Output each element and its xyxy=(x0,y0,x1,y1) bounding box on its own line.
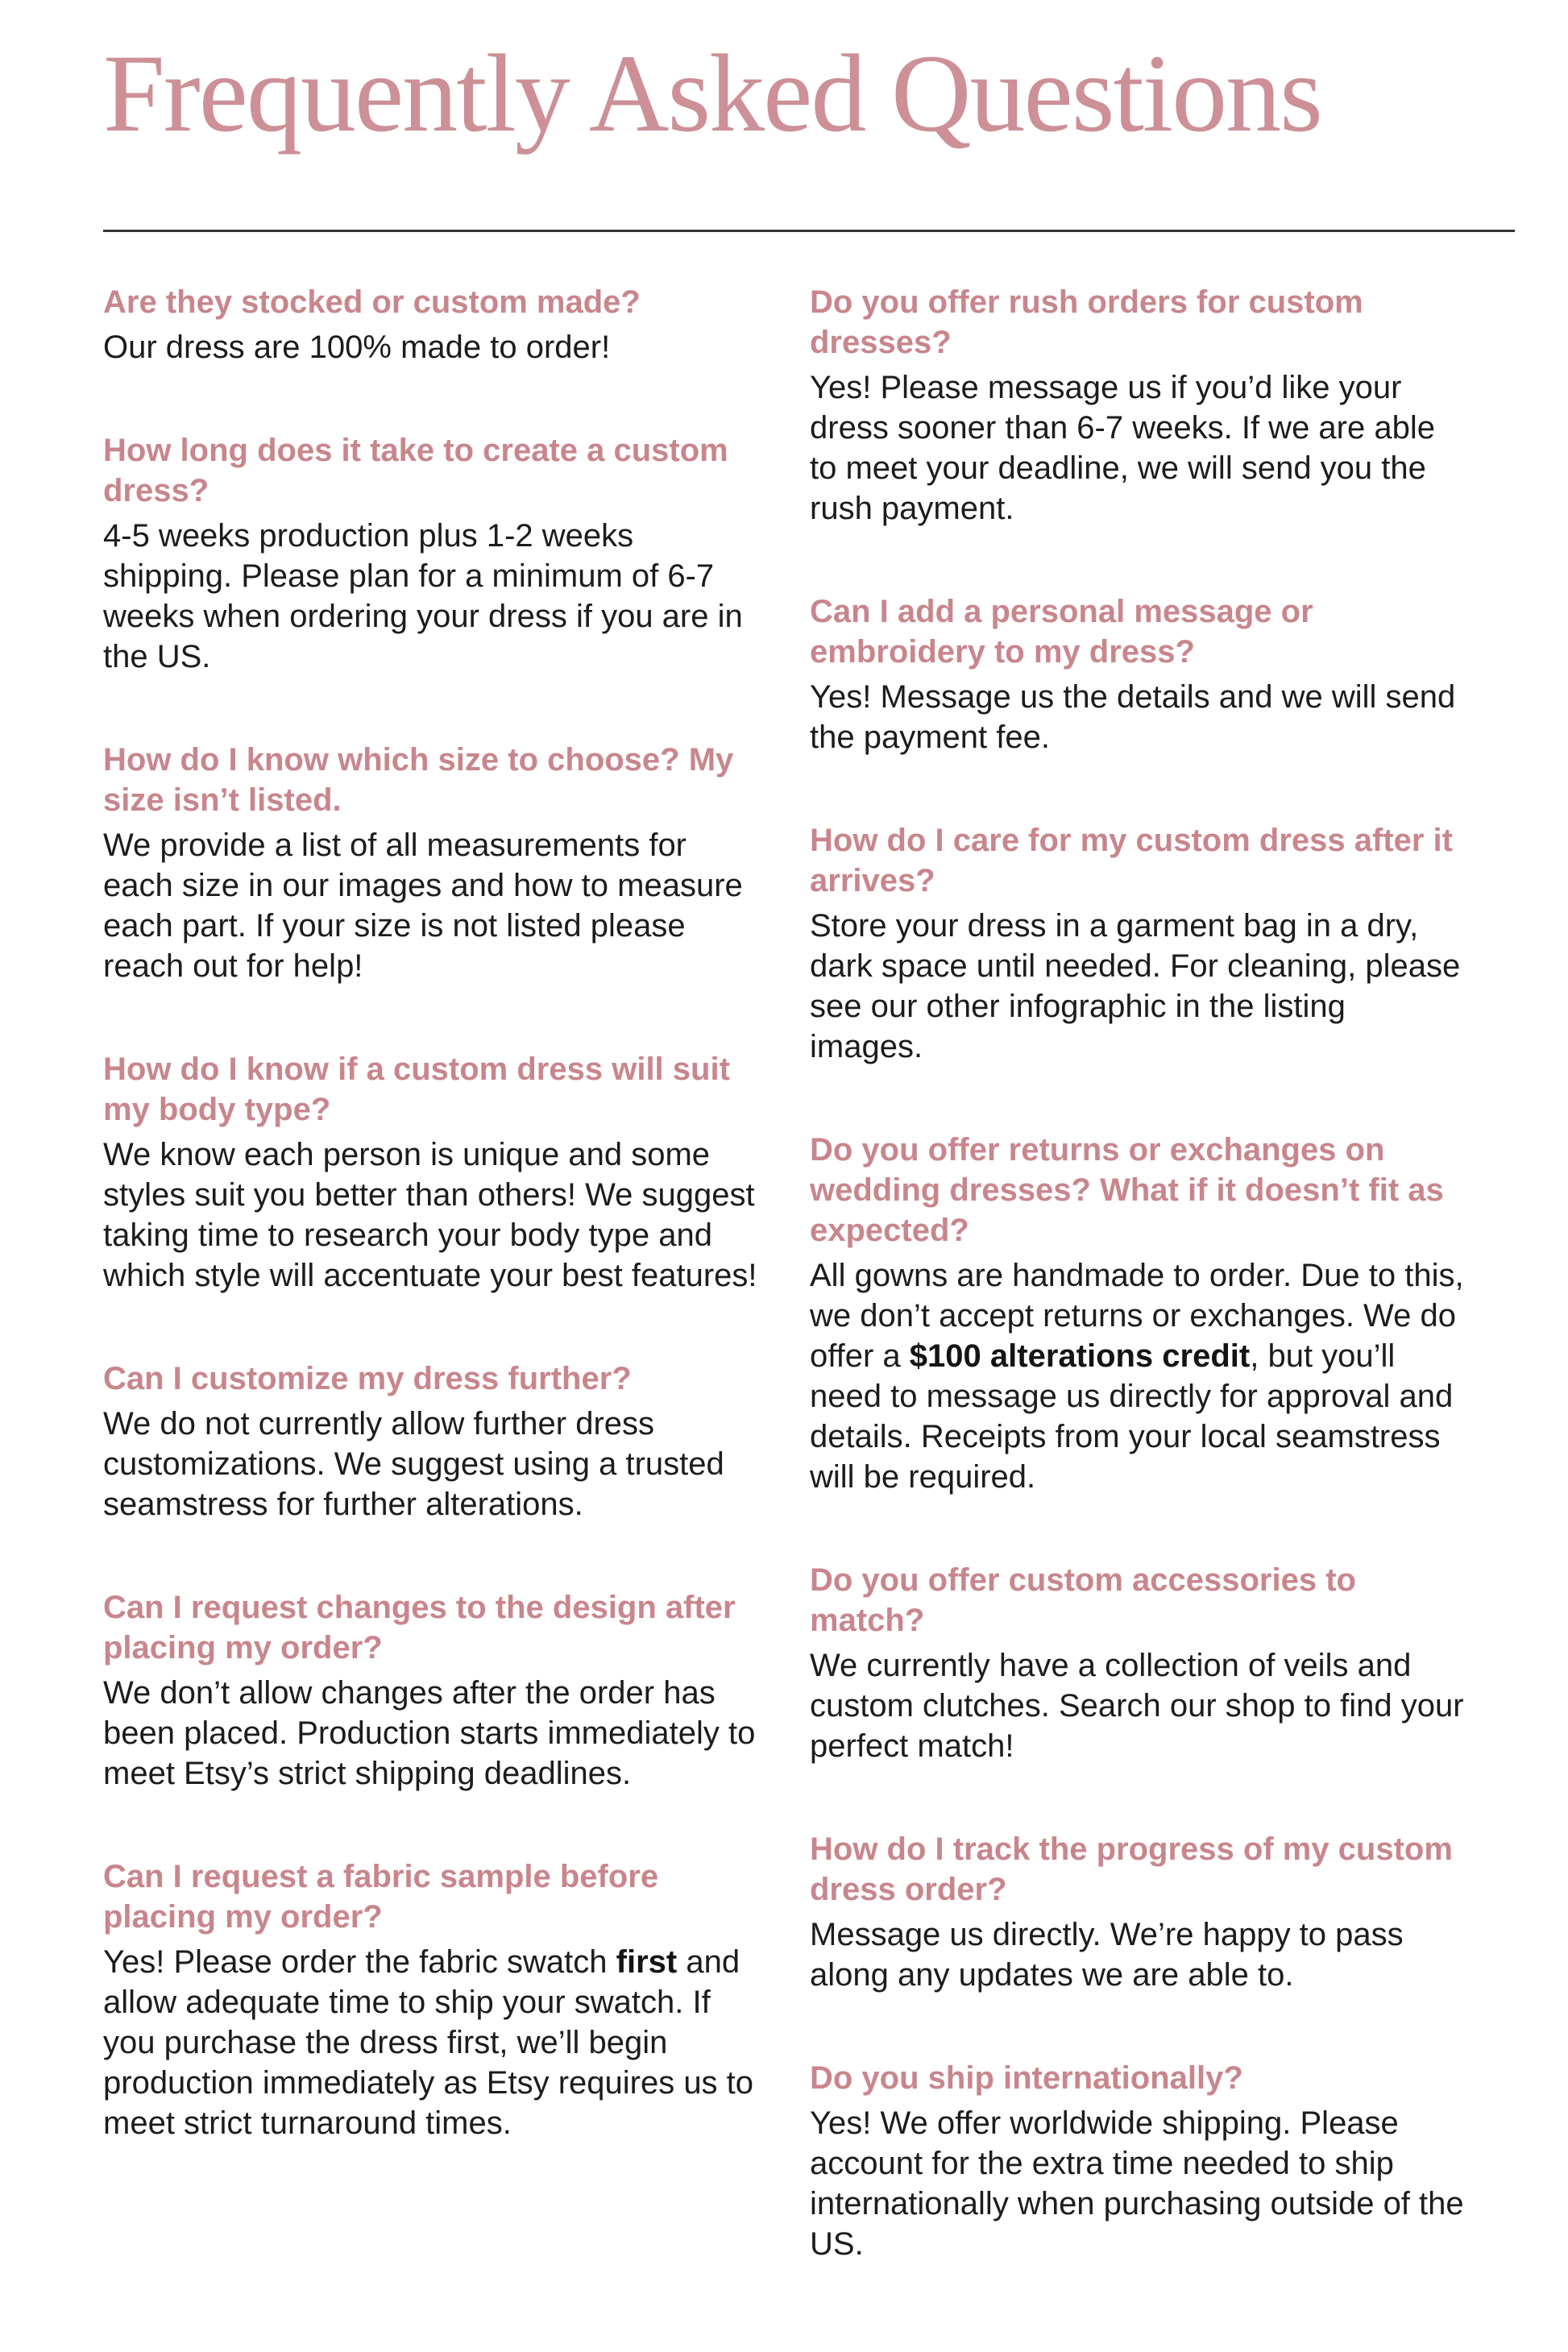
faq-item xyxy=(810,1130,1465,1497)
faq-item xyxy=(810,1829,1465,1995)
faq-answer: Yes! Message us the details and we will send the payment fee. xyxy=(810,678,1456,755)
faq-answer: Store your dress in a garment bag in a dry, dark space until needed. For cleaning, please see our other infographic in the listing images. xyxy=(810,907,1461,1064)
faq-item xyxy=(810,282,1465,529)
faq-question: Can I customize my dress further? xyxy=(103,1360,632,1396)
faq-item xyxy=(103,1856,758,2143)
faq-answer: 4-5 weeks production plus 1-2 weeks shipping. Please plan for a minimum of 6-7 weeks when ordering your dress if you are in the US. xyxy=(103,517,743,674)
faq-answer-bold-text: $100 alterations credit xyxy=(909,1338,1251,1374)
faq-answer-text: , but you’ll need to message us directly for approval and details. Receipts from your local seamstress will be required. xyxy=(810,1338,1454,1495)
faq-answer xyxy=(810,1255,1465,1497)
faq-item xyxy=(810,591,1465,757)
faq-question: Do you ship internationally? xyxy=(810,2060,1243,2096)
faq-question: How do I track the progress of my custom dress order? xyxy=(810,1831,1453,1907)
faq-item xyxy=(810,1560,1465,1766)
faq-item xyxy=(103,1049,758,1296)
faq-answer: We provide a list of all measurements for each size in our images and how to measure each part. If your size is not listed please reach out for help! xyxy=(103,827,743,984)
faq-question: How do I care for my custom dress after it arrives? xyxy=(810,822,1453,898)
faq-question: How long does it take to create a custom dress? xyxy=(103,432,728,508)
faq-answer: We don’t allow changes after the order has been placed. Production starts immediately to meet Etsy’s strict shipping deadlines. xyxy=(103,1674,756,1791)
faq-item xyxy=(810,820,1465,1067)
faq-column-right xyxy=(810,282,1465,2327)
faq-question: Do you offer custom accessories to match? xyxy=(810,1562,1356,1638)
faq-column-left xyxy=(103,282,758,2327)
faq-answer-text: and allow adequate time to ship your swatch. If you purchase the dress first, we’ll begin production immediately as Etsy requires us to meet strict turnaround times. xyxy=(103,1943,754,2141)
faq-item xyxy=(103,1587,758,1794)
faq-answer-text: Yes! Please order the fabric swatch xyxy=(103,1943,616,1980)
faq-item xyxy=(103,740,758,986)
faq-answer: Our dress are 100% made to order! xyxy=(103,329,611,365)
faq-answer-bold-text: first xyxy=(616,1943,678,1980)
faq-answer: We do not currently allow further dress customizations. We suggest using a trusted seamstress for further alterations. xyxy=(103,1405,724,1522)
faq-question: Do you offer rush orders for custom dresses? xyxy=(810,284,1363,360)
faq-item xyxy=(103,282,758,367)
faq-item xyxy=(103,430,758,677)
faq-answer: Yes! Please message us if you’d like your dress sooner than 6-7 weeks. If we are able to meet your deadline, we will send you the rush payment. xyxy=(810,369,1435,526)
faq-question: Can I request a fabric sample before placing my order? xyxy=(103,1858,659,1935)
faq-question: How do I know if a custom dress will suit my body type? xyxy=(103,1051,730,1127)
faq-question: How do I know which size to choose? My size isn’t listed. xyxy=(103,741,734,818)
title-divider xyxy=(103,230,1515,232)
faq-question: Are they stocked or custom made? xyxy=(103,284,641,320)
faq-question: Can I add a personal message or embroidery to my dress? xyxy=(810,593,1313,670)
faq-columns xyxy=(103,282,1465,2327)
faq-answer-text: All gowns are handmade to order. Due to this, we don’t accept returns or exchanges. We do offer a xyxy=(810,1257,1464,1374)
page-title: Frequently Asked Questions xyxy=(103,31,1321,155)
faq-item xyxy=(810,2058,1465,2264)
faq-answer: Message us directly. We’re happy to pass along any updates we are able to. xyxy=(810,1916,1404,1993)
faq-answer xyxy=(103,1942,758,2143)
faq-item xyxy=(103,1359,758,1524)
faq-answer: We know each person is unique and some styles suit you better than others! We suggest taking time to research your body type and which style will accentuate your best features! xyxy=(103,1136,757,1293)
faq-question: Can I request changes to the design after placing my order? xyxy=(103,1589,736,1665)
faq-answer: Yes! We offer worldwide shipping. Please account for the extra time needed to ship internationally when purchasing outside of the US. xyxy=(810,2105,1464,2262)
faq-question: Do you offer returns or exchanges on wedding dresses? What if it doesn’t fit as expected? xyxy=(810,1131,1444,1248)
faq-answer: We currently have a collection of veils and custom clutches. Search our shop to find your perfect match! xyxy=(810,1647,1464,1764)
